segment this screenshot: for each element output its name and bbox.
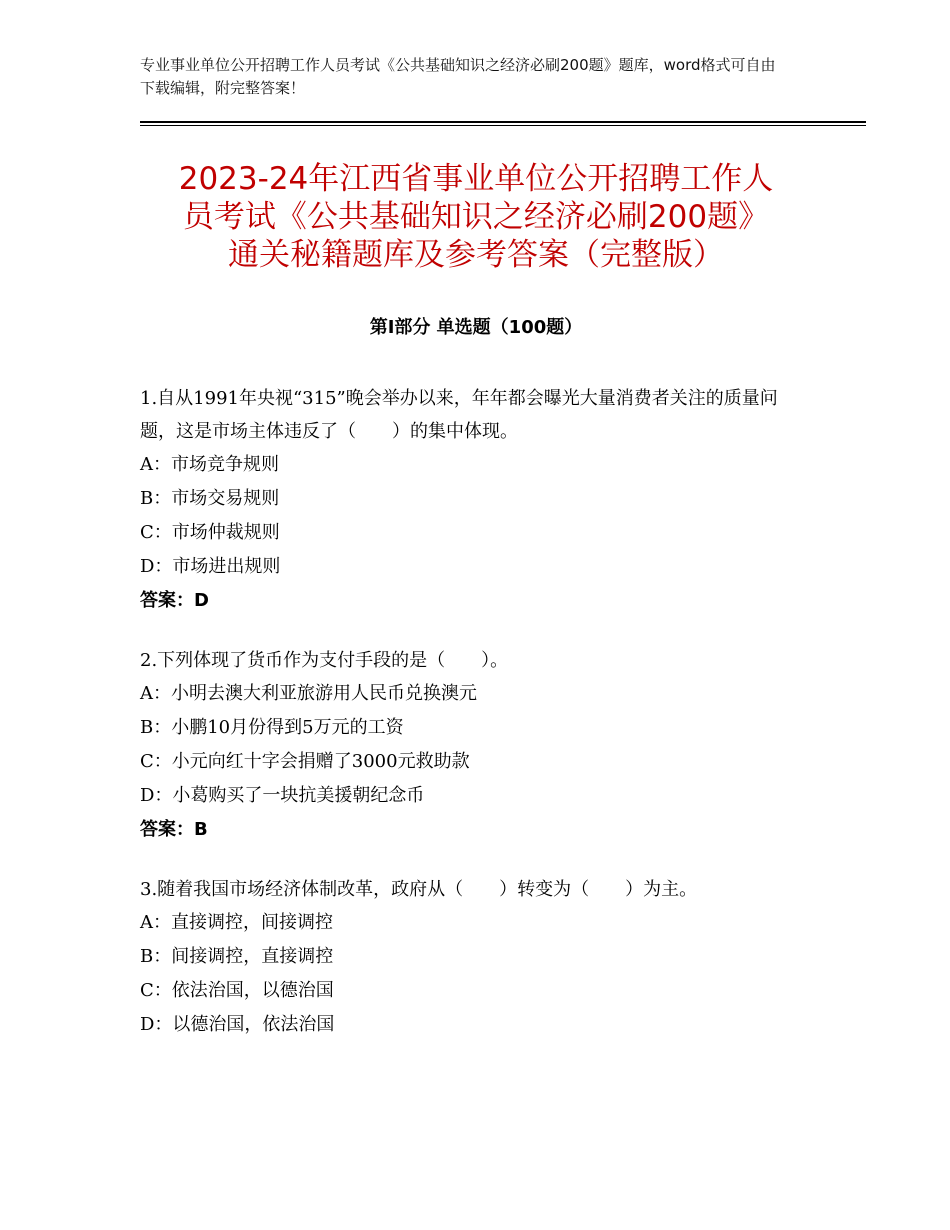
option-c: C：依法治国，以德治国 <box>140 980 334 1001</box>
option-b: B：间接调控，直接调控 <box>140 946 334 967</box>
title-line: 2023-24年江西省事业单位公开招聘工作人 <box>178 161 774 197</box>
header-rule-thick <box>140 121 866 123</box>
title-line: 通关秘籍题库及参考答案（完整版） <box>228 237 724 273</box>
question-stem: 2.下列体现了货币作为支付手段的是（ ）。 <box>140 650 509 671</box>
option-d: D：市场进出规则 <box>140 556 281 577</box>
question-list <box>140 382 808 1068</box>
question-2 <box>140 644 808 847</box>
option-c: C：市场仲裁规则 <box>140 522 280 543</box>
option-b: B：小鹏10月份得到5万元的工资 <box>140 717 404 738</box>
answer: 答案：D <box>140 590 209 611</box>
option-a: A：小明去澳大利亚旅游用人民币兑换澳元 <box>140 683 477 704</box>
option-d: D：以德治国，依法治国 <box>140 1014 335 1035</box>
question-stem: 1.自从1991年央视“315”晚会举办以来，年年都会曝光大量消费者关注的质量问题，这是市场主体违反了（ ）的集中体现。 <box>140 388 778 442</box>
option-d: D：小葛购买了一块抗美援朝纪念币 <box>140 785 425 806</box>
answer: 答案：B <box>140 819 208 840</box>
document-title <box>140 160 812 274</box>
option-b: B：市场交易规则 <box>140 488 280 509</box>
question-3 <box>140 873 808 1042</box>
header-rule-thin <box>140 125 866 126</box>
section-title: 第Ⅰ部分 单选题（100题） <box>369 317 583 338</box>
question-1 <box>140 382 808 618</box>
option-a: A：直接调控，间接调控 <box>140 912 333 933</box>
option-c: C：小元向红十字会捐赠了3000元救助款 <box>140 751 470 772</box>
header-note: 专业事业单位公开招聘工作人员考试《公共基础知识之经济必刷200题》题库，word格式可自由下载编辑，附完整答案！ <box>140 56 776 97</box>
title-line: 员考试《公共基础知识之经济必刷200题》 <box>182 199 770 235</box>
option-a: A：市场竞争规则 <box>140 454 279 475</box>
question-stem: 3.随着我国市场经济体制改革，政府从（ ）转变为（ ）为主。 <box>140 879 698 900</box>
